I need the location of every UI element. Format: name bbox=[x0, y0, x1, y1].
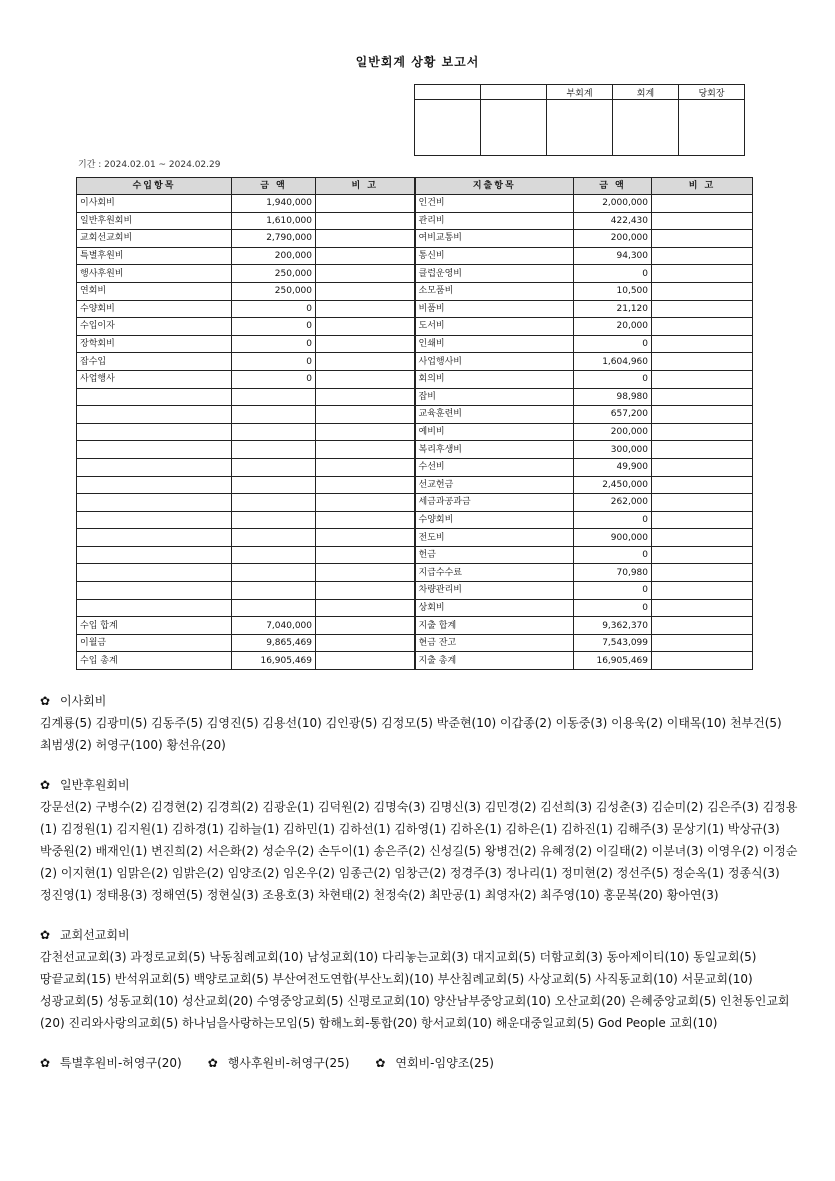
cell-expense-note bbox=[652, 582, 753, 600]
cell-income-amount: 250,000 bbox=[232, 282, 316, 300]
cell-income-amount bbox=[232, 546, 316, 564]
header-income-note: 비 고 bbox=[316, 178, 415, 195]
cell-income-item bbox=[77, 582, 232, 600]
cell-income-amount bbox=[232, 406, 316, 424]
section-heading-label: 교회선교회비 bbox=[60, 928, 130, 942]
approval-box bbox=[414, 84, 745, 156]
cell-expense-item: 차량관리비 bbox=[415, 582, 574, 600]
cell-income-amount: 0 bbox=[232, 335, 316, 353]
cell-income-amount: 0 bbox=[232, 318, 316, 336]
cell-income-amount bbox=[232, 511, 316, 529]
cell-expense-note bbox=[652, 599, 753, 617]
approval-sign-2 bbox=[481, 100, 547, 156]
approval-header-vice-treasurer: 부회계 bbox=[547, 85, 613, 100]
cell-income-note bbox=[316, 564, 415, 582]
cell-expense-amount: 0 bbox=[574, 370, 652, 388]
ledger-row bbox=[77, 370, 753, 388]
cell-expense-item: 수선비 bbox=[415, 458, 574, 476]
cell-expense-item: 교육훈련비 bbox=[415, 406, 574, 424]
report-period: 기간 : 2024.02.01 ~ 2024.02.29 bbox=[78, 160, 221, 170]
cell-expense-amount: 0 bbox=[574, 582, 652, 600]
ledger-row bbox=[77, 282, 753, 300]
cell-income-note bbox=[316, 617, 415, 635]
cell-income-item: 장학회비 bbox=[77, 335, 232, 353]
cell-expense-amount: 7,543,099 bbox=[574, 634, 652, 652]
cell-income-amount bbox=[232, 529, 316, 547]
cell-income-note bbox=[316, 212, 415, 230]
cell-income-note bbox=[316, 195, 415, 213]
cell-income-amount: 9,865,469 bbox=[232, 634, 316, 652]
cell-income-amount bbox=[232, 494, 316, 512]
cell-expense-item: 예비비 bbox=[415, 423, 574, 441]
cell-income-amount: 0 bbox=[232, 370, 316, 388]
section-heading bbox=[40, 774, 800, 796]
cell-income-item: 연회비 bbox=[77, 282, 232, 300]
ledger-row bbox=[77, 265, 753, 283]
approval-sign-pastor bbox=[679, 100, 745, 156]
ledger-row bbox=[77, 388, 753, 406]
ledger-row bbox=[77, 247, 753, 265]
cell-expense-note bbox=[652, 406, 753, 424]
cell-expense-amount: 16,905,469 bbox=[574, 652, 652, 670]
cell-income-note bbox=[316, 247, 415, 265]
ledger-row bbox=[77, 617, 753, 635]
cell-expense-note bbox=[652, 546, 753, 564]
section-donor-list: 강문선(2) 구병수(2) 김경현(2) 김경희(2) 김광운(1) 김덕원(2) 김명숙(3) 김명신(3) 김민경(2) 김선희(3) 김성춘(3) 김순미(2) 김은주(3) 김정용(1) 김정원(1) 김지원(1) 김하경(1) 김하늘(1) 김하민(1) 김하선(1) 김하영(1) 김하온(1) 김하은(1) 김하진(1) 김해주(3) 문상기(1) 박상규(3) 박중원(2) 배재인(1) 변진희(2) 서은화(2) 성순우(2) 손두이(1) 송은주(2) 신성길(5) 왕병건(2) 유혜정(2) 이길태(2) 이분녀(3) 이영우(2) 이정순(2) 이지현(1) 임맑은(2) 임밝은(2) 임양조(2) 임온우(2) 임종근(2) 임창근(2) 정경주(3) 정나리(1) 정미현(2) 정선주(5) 정순옥(1) 정종식(3) 정진영(1) 정태용(3) 정해연(5) 정현실(3) 조용호(3) 차현태(2) 천정숙(2) 최만공(1) 최영자(2) 최주영(10) 홍문복(20) 황아연(3) bbox=[40, 800, 798, 902]
cell-income-item bbox=[77, 511, 232, 529]
cell-income-amount bbox=[232, 476, 316, 494]
ledger-row bbox=[77, 335, 753, 353]
header-income-item: 수입항목 bbox=[77, 178, 232, 195]
cell-expense-note bbox=[652, 195, 753, 213]
cell-income-note bbox=[316, 230, 415, 248]
cell-expense-item: 수양회비 bbox=[415, 511, 574, 529]
cell-expense-note bbox=[652, 212, 753, 230]
cell-expense-note bbox=[652, 318, 753, 336]
flower-bullet-icon: ✿ bbox=[40, 778, 51, 792]
cell-expense-amount: 1,604,960 bbox=[574, 353, 652, 371]
cell-expense-amount: 0 bbox=[574, 265, 652, 283]
cell-expense-note bbox=[652, 529, 753, 547]
cell-expense-item: 소모품비 bbox=[415, 282, 574, 300]
cell-expense-amount: 20,000 bbox=[574, 318, 652, 336]
flower-bullet-icon: ✿ bbox=[40, 694, 51, 708]
approval-sign-1 bbox=[415, 100, 481, 156]
approval-header-blank-1 bbox=[415, 85, 481, 100]
cell-income-note bbox=[316, 423, 415, 441]
cell-expense-amount: 2,450,000 bbox=[574, 476, 652, 494]
ledger-row bbox=[77, 511, 753, 529]
cell-expense-item: 지출 합계 bbox=[415, 617, 574, 635]
cell-expense-note bbox=[652, 282, 753, 300]
cell-expense-note bbox=[652, 458, 753, 476]
cell-expense-item: 사업행사비 bbox=[415, 353, 574, 371]
cell-income-note bbox=[316, 370, 415, 388]
cell-expense-amount: 300,000 bbox=[574, 441, 652, 459]
header-expense-amount: 금 액 bbox=[574, 178, 652, 195]
cell-income-item bbox=[77, 529, 232, 547]
cell-expense-amount: 422,430 bbox=[574, 212, 652, 230]
cell-expense-note bbox=[652, 652, 753, 670]
cell-expense-note bbox=[652, 564, 753, 582]
cell-expense-item: 세금과공과금 bbox=[415, 494, 574, 512]
cell-expense-item: 회의비 bbox=[415, 370, 574, 388]
cell-income-note bbox=[316, 511, 415, 529]
ledger-table bbox=[76, 177, 753, 670]
section-heading-label: 일반후원회비 bbox=[60, 778, 130, 792]
header-expense-note: 비 고 bbox=[652, 178, 753, 195]
cell-expense-note bbox=[652, 370, 753, 388]
cell-expense-item: 상회비 bbox=[415, 599, 574, 617]
cell-income-note bbox=[316, 282, 415, 300]
cell-expense-amount: 2,000,000 bbox=[574, 195, 652, 213]
section-heading bbox=[40, 690, 800, 712]
inline-section bbox=[208, 1052, 350, 1074]
cell-income-item: 잡수입 bbox=[77, 353, 232, 371]
cell-income-item bbox=[77, 546, 232, 564]
cell-expense-item: 여비교통비 bbox=[415, 230, 574, 248]
cell-expense-note bbox=[652, 353, 753, 371]
approval-header-treasurer: 회계 bbox=[613, 85, 679, 100]
cell-expense-amount: 200,000 bbox=[574, 423, 652, 441]
ledger-row bbox=[77, 652, 753, 670]
cell-income-note bbox=[316, 529, 415, 547]
cell-expense-amount: 900,000 bbox=[574, 529, 652, 547]
cell-expense-amount: 0 bbox=[574, 335, 652, 353]
cell-expense-item: 지급수수료 bbox=[415, 564, 574, 582]
cell-income-amount bbox=[232, 582, 316, 600]
cell-expense-amount: 262,000 bbox=[574, 494, 652, 512]
cell-income-item bbox=[77, 458, 232, 476]
ledger-row bbox=[77, 476, 753, 494]
ledger-row bbox=[77, 300, 753, 318]
cell-expense-note bbox=[652, 247, 753, 265]
cell-expense-item: 잡비 bbox=[415, 388, 574, 406]
report-title: 일반회계 상황 보고서 bbox=[355, 55, 480, 69]
cell-income-amount: 2,790,000 bbox=[232, 230, 316, 248]
cell-income-note bbox=[316, 335, 415, 353]
cell-expense-amount: 98,980 bbox=[574, 388, 652, 406]
cell-income-item: 수양회비 bbox=[77, 300, 232, 318]
cell-expense-amount: 0 bbox=[574, 546, 652, 564]
cell-expense-item: 복리후생비 bbox=[415, 441, 574, 459]
cell-income-item: 이월금 bbox=[77, 634, 232, 652]
cell-expense-amount: 0 bbox=[574, 511, 652, 529]
approval-header-blank-2 bbox=[481, 85, 547, 100]
flower-bullet-icon: ✿ bbox=[40, 928, 51, 942]
ledger-row bbox=[77, 195, 753, 213]
ledger-row bbox=[77, 212, 753, 230]
cell-expense-amount: 0 bbox=[574, 599, 652, 617]
cell-income-amount bbox=[232, 441, 316, 459]
approval-sign-treasurer bbox=[613, 100, 679, 156]
cell-expense-item: 인건비 bbox=[415, 195, 574, 213]
donor-sections bbox=[40, 690, 800, 1074]
flower-bullet-icon: ✿ bbox=[207, 1056, 218, 1070]
cell-income-note bbox=[316, 634, 415, 652]
approval-sign-vice-treasurer bbox=[547, 100, 613, 156]
cell-income-amount: 200,000 bbox=[232, 247, 316, 265]
ledger-row bbox=[77, 494, 753, 512]
ledger-row bbox=[77, 599, 753, 617]
cell-expense-amount: 200,000 bbox=[574, 230, 652, 248]
cell-expense-note bbox=[652, 300, 753, 318]
cell-income-amount bbox=[232, 423, 316, 441]
cell-expense-note bbox=[652, 265, 753, 283]
inline-section bbox=[40, 1052, 182, 1074]
inline-section-text: 행사후원비-허영구(25) bbox=[227, 1056, 350, 1070]
header-income-amount: 금 액 bbox=[232, 178, 316, 195]
ledger-row bbox=[77, 406, 753, 424]
cell-expense-amount: 49,900 bbox=[574, 458, 652, 476]
cell-income-item: 이사회비 bbox=[77, 195, 232, 213]
cell-income-note bbox=[316, 458, 415, 476]
ledger-row bbox=[77, 423, 753, 441]
cell-expense-amount: 657,200 bbox=[574, 406, 652, 424]
cell-income-amount: 0 bbox=[232, 353, 316, 371]
cell-expense-note bbox=[652, 230, 753, 248]
header-expense-item: 지출항목 bbox=[415, 178, 574, 195]
cell-income-item bbox=[77, 423, 232, 441]
cell-expense-item: 관리비 bbox=[415, 212, 574, 230]
cell-income-note bbox=[316, 441, 415, 459]
cell-expense-item: 현금 잔고 bbox=[415, 634, 574, 652]
section-heading bbox=[40, 924, 800, 946]
flower-bullet-icon: ✿ bbox=[375, 1056, 386, 1070]
ledger-row bbox=[77, 564, 753, 582]
cell-income-item: 교회선교회비 bbox=[77, 230, 232, 248]
cell-expense-note bbox=[652, 511, 753, 529]
cell-income-item bbox=[77, 494, 232, 512]
cell-income-item: 수입이자 bbox=[77, 318, 232, 336]
section-heading-label: 이사회비 bbox=[60, 694, 107, 708]
cell-income-amount bbox=[232, 564, 316, 582]
cell-income-item bbox=[77, 564, 232, 582]
cell-expense-amount: 70,980 bbox=[574, 564, 652, 582]
cell-income-item bbox=[77, 441, 232, 459]
ledger-row bbox=[77, 634, 753, 652]
cell-income-note bbox=[316, 265, 415, 283]
cell-expense-note bbox=[652, 441, 753, 459]
cell-expense-item: 선교헌금 bbox=[415, 476, 574, 494]
ledger-row bbox=[77, 441, 753, 459]
ledger-row bbox=[77, 546, 753, 564]
cell-expense-amount: 10,500 bbox=[574, 282, 652, 300]
ledger-row bbox=[77, 582, 753, 600]
ledger-header-row bbox=[77, 178, 753, 195]
cell-expense-amount: 21,120 bbox=[574, 300, 652, 318]
cell-expense-amount: 94,300 bbox=[574, 247, 652, 265]
cell-income-amount: 0 bbox=[232, 300, 316, 318]
section-donor-list: 김계룡(5) 김광미(5) 김동주(5) 김영진(5) 김용선(10) 김인광(5) 김정모(5) 박준현(10) 이갑종(2) 이동중(3) 이용욱(2) 이태목(10) 천부건(5) 최범생(2) 허영구(100) 황선유(20) bbox=[40, 716, 782, 752]
cell-expense-note bbox=[652, 617, 753, 635]
cell-income-amount bbox=[232, 458, 316, 476]
cell-expense-note bbox=[652, 335, 753, 353]
ledger-row bbox=[77, 230, 753, 248]
cell-income-note bbox=[316, 406, 415, 424]
cell-income-note bbox=[316, 388, 415, 406]
cell-income-item bbox=[77, 388, 232, 406]
cell-income-item: 일반후원회비 bbox=[77, 212, 232, 230]
cell-income-amount: 1,610,000 bbox=[232, 212, 316, 230]
cell-expense-note bbox=[652, 634, 753, 652]
ledger-row bbox=[77, 353, 753, 371]
cell-expense-note bbox=[652, 388, 753, 406]
cell-income-item bbox=[77, 599, 232, 617]
cell-income-note bbox=[316, 300, 415, 318]
inline-sections bbox=[40, 1052, 800, 1074]
ledger-row bbox=[77, 458, 753, 476]
inline-section-text: 연회비-임양조(25) bbox=[395, 1056, 494, 1070]
cell-expense-item: 클럽운영비 bbox=[415, 265, 574, 283]
cell-expense-item: 헌금 bbox=[415, 546, 574, 564]
cell-income-note bbox=[316, 476, 415, 494]
cell-expense-item: 인쇄비 bbox=[415, 335, 574, 353]
cell-income-amount: 1,940,000 bbox=[232, 195, 316, 213]
flower-bullet-icon: ✿ bbox=[40, 1056, 51, 1070]
section-donor-list: 감천선교교회(3) 과정로교회(5) 낙동침례교회(10) 남성교회(10) 다리놓는교회(3) 대지교회(5) 더함교회(3) 동아제이티(10) 동일교회(5) 땅끝교회(15) 반석위교회(5) 백양로교회(5) 부산여전도연합(부산노회)(10) 부산침례교회(5) 사상교회(5) 사직동교회(10) 서문교회(10) 성광교회(5) 성동교회(10) 성산교회(20) 수영중앙교회(5) 신평로교회(10) 양산남부중앙교회(10) 오산교회(20) 은혜중앙교회(5) 인천동인교회(20) 진리와사랑의교회(5) 하나님을사랑하는모임(5) 함해노회-통합(20) 항서교회(10) 해운대중일교회(5) God People 교회(10) bbox=[40, 950, 790, 1030]
cell-income-note bbox=[316, 318, 415, 336]
cell-income-note bbox=[316, 494, 415, 512]
inline-section bbox=[375, 1052, 494, 1074]
ledger-row bbox=[77, 318, 753, 336]
cell-income-note bbox=[316, 546, 415, 564]
ledger-row bbox=[77, 529, 753, 547]
cell-income-item: 행사후원비 bbox=[77, 265, 232, 283]
cell-income-amount bbox=[232, 599, 316, 617]
cell-income-amount bbox=[232, 388, 316, 406]
cell-expense-note bbox=[652, 423, 753, 441]
cell-income-note bbox=[316, 652, 415, 670]
cell-expense-amount: 9,362,370 bbox=[574, 617, 652, 635]
cell-expense-item: 전도비 bbox=[415, 529, 574, 547]
cell-expense-item: 지출 총계 bbox=[415, 652, 574, 670]
cell-expense-item: 도서비 bbox=[415, 318, 574, 336]
cell-income-item: 수입 총계 bbox=[77, 652, 232, 670]
cell-expense-note bbox=[652, 476, 753, 494]
cell-expense-note bbox=[652, 494, 753, 512]
cell-income-amount: 16,905,469 bbox=[232, 652, 316, 670]
cell-income-item: 특별후원비 bbox=[77, 247, 232, 265]
cell-income-item bbox=[77, 406, 232, 424]
cell-income-item: 수입 합계 bbox=[77, 617, 232, 635]
cell-income-note bbox=[316, 599, 415, 617]
cell-income-amount: 250,000 bbox=[232, 265, 316, 283]
cell-income-note bbox=[316, 582, 415, 600]
inline-section-text: 특별후원비-허영구(20) bbox=[60, 1056, 182, 1070]
cell-income-item: 사업행사 bbox=[77, 370, 232, 388]
cell-expense-item: 비품비 bbox=[415, 300, 574, 318]
cell-income-note bbox=[316, 353, 415, 371]
cell-income-item bbox=[77, 476, 232, 494]
cell-expense-item: 통신비 bbox=[415, 247, 574, 265]
cell-income-amount: 7,040,000 bbox=[232, 617, 316, 635]
approval-header-pastor: 당회장 bbox=[679, 85, 745, 100]
